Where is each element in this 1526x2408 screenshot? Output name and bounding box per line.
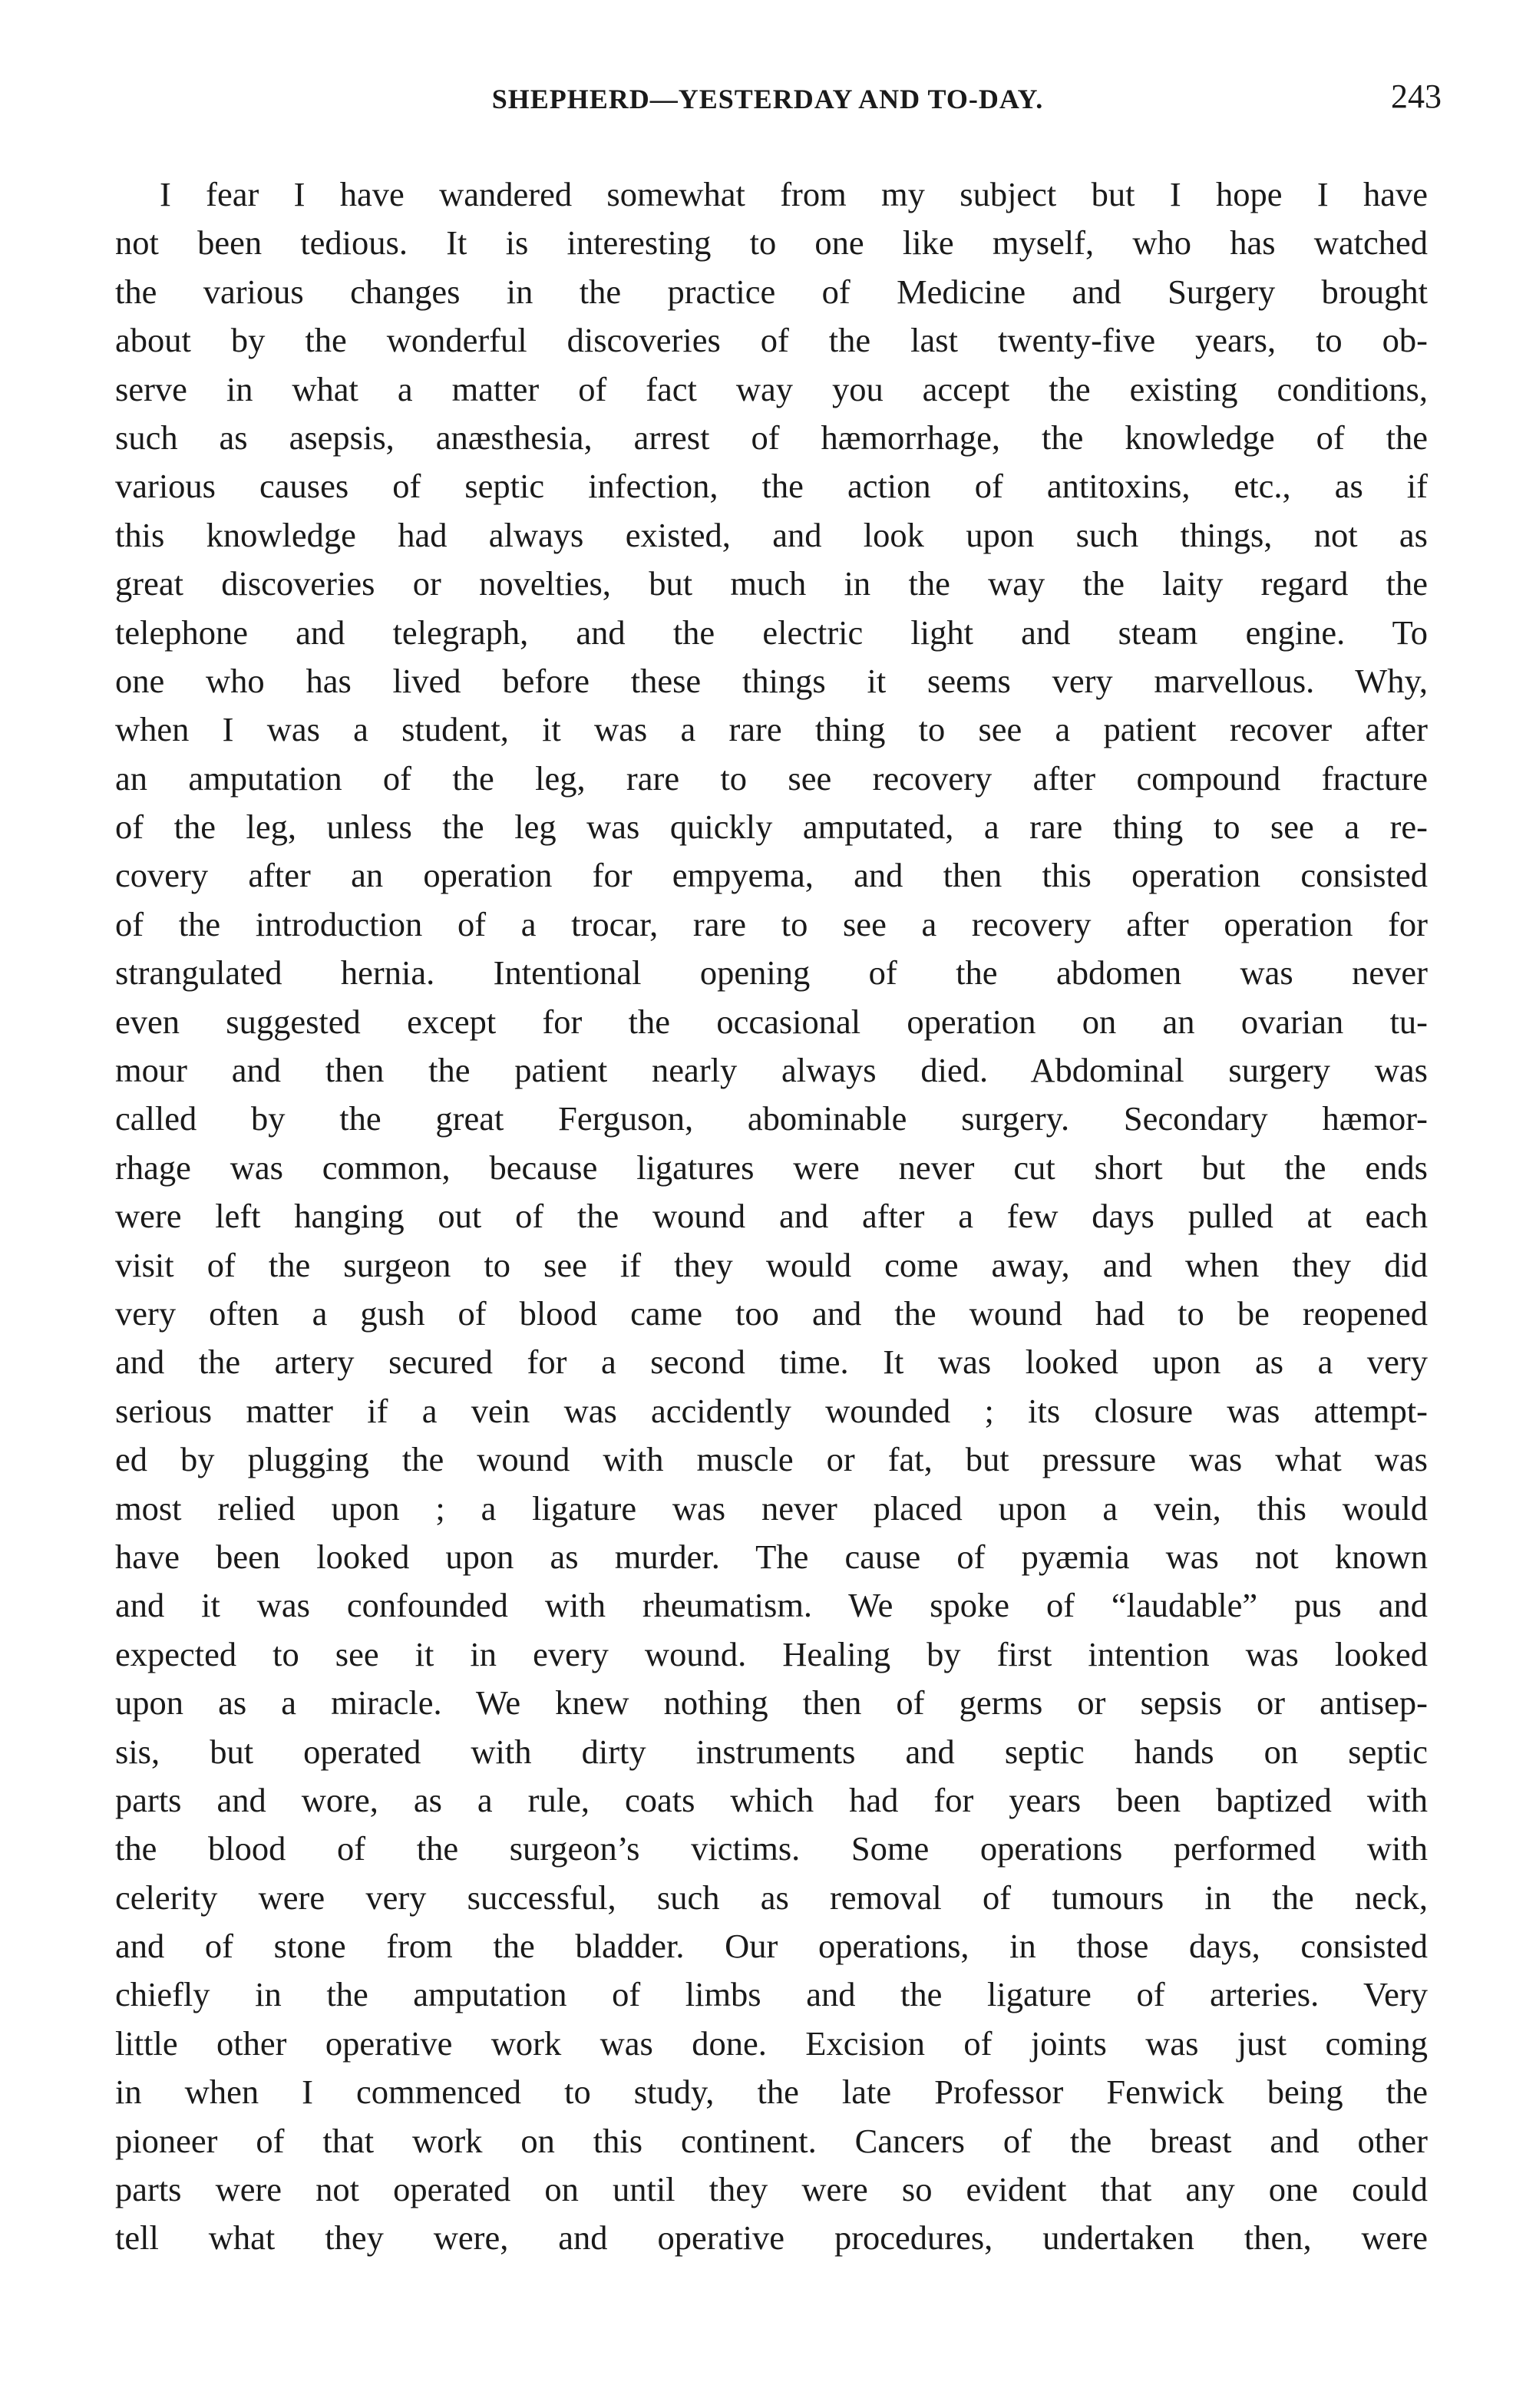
running-head: SHEPHERD—YESTERDAY AND TO-DAY.	[491, 84, 1044, 114]
text-line: very often a gush of blood came too and the wound had to be reopened	[115, 1293, 1428, 1333]
text-line: the blood of the surgeon’s victims. Some operations performed with	[115, 1829, 1428, 1868]
text-line: the various changes in the practice of Medicine and Surgery brought	[115, 272, 1428, 311]
text-line: and it was confounded with rheumatism. We spoke of “laudable” pus and	[115, 1586, 1428, 1625]
text-line: various causes of septic infection, the action of antitoxins, etc., as if	[115, 467, 1428, 506]
text-line: parts were not operated on until they were so evident that any one could	[115, 2170, 1428, 2209]
text-line: of the introduction of a trocar, rare to see a recovery after operation for	[115, 904, 1428, 943]
text-line: strangulated hernia. Intentional opening of the abdomen was never	[115, 953, 1428, 993]
text-line: in when I commenced to study, the late Professor Fenwick being the	[115, 2073, 1428, 2112]
text-line: chiefly in the amputation of limbs and the ligature of arteries. Very	[115, 1975, 1428, 2014]
text-line: one who has lived before these things it seems very marvellous. Why,	[115, 661, 1428, 700]
text-line: serve in what a matter of fact way you accept the existing conditions,	[115, 369, 1428, 408]
text-line: mour and then the patient nearly always died. Abdominal surgery was	[115, 1051, 1428, 1090]
page-number: 243	[1391, 78, 1442, 115]
text-line: this knowledge had always existed, and look upon such things, not as	[115, 515, 1428, 554]
text-line: tell what they were, and operative procedures, undertaken then, were	[115, 2218, 1428, 2258]
text-line: rhage was common, because ligatures were never cut short but the ends	[115, 1148, 1428, 1187]
text-line: such as asepsis, anæsthesia, arrest of hæmorrhage, the knowledge of the	[115, 418, 1428, 457]
text-line: an amputation of the leg, rare to see recovery after compound fracture	[115, 758, 1428, 798]
text-line: ed by plugging the wound with muscle or fat, but pressure was what was	[115, 1440, 1428, 1479]
text-line: were left hanging out of the wound and after a few days pulled at each	[115, 1197, 1428, 1236]
text-line: most relied upon ; a ligature was never placed upon a vein, this would	[115, 1488, 1428, 1528]
text-line: not been tedious. It is interesting to one like myself, who has watched	[115, 223, 1428, 263]
text-line: visit of the surgeon to see if they would come away, and when they did	[115, 1245, 1428, 1284]
text-line: telephone and telegraph, and the electric light and steam engine. To	[115, 613, 1428, 652]
text-line: have been looked upon as murder. The cause of pyæmia was not known	[115, 1537, 1428, 1576]
text-line: and the artery secured for a second time. It was looked upon as a very	[115, 1343, 1428, 1382]
text-line: celerity were very successful, such as removal of tumours in the neck,	[115, 1878, 1428, 1917]
text-line: when I was a student, it was a rare thing to see a patient recover after	[115, 710, 1428, 749]
text-line: of the leg, unless the leg was quickly amputated, a rare thing to see a re-	[115, 808, 1428, 847]
text-line: sis, but operated with dirty instruments and septic hands on septic	[115, 1732, 1428, 1771]
text-line: expected to see it in every wound. Healing by first intention was looked	[115, 1634, 1428, 1673]
body-text	[115, 170, 1428, 2263]
text-line: I fear I have wandered somewhat from my subject but I hope I have	[160, 175, 1428, 213]
text-line: covery after an operation for empyema, and then this operation consisted	[115, 856, 1428, 895]
text-line: and of stone from the bladder. Our operations, in those days, consisted	[115, 1927, 1428, 1966]
text-line: little other operative work was done. Excision of joints was just coming	[115, 2023, 1428, 2063]
text-line: parts and wore, as a rule, coats which had for years been baptized with	[115, 1780, 1428, 1819]
text-line: pioneer of that work on this continent. Cancers of the breast and other	[115, 2121, 1428, 2160]
text-line: upon as a miracle. We knew nothing then of germs or sepsis or antisep-	[115, 1683, 1428, 1723]
text-line: about by the wonderful discoveries of the last twenty-five years, to ob-	[115, 321, 1428, 360]
text-line: great discoveries or novelties, but much in the way the laity regard the	[115, 564, 1428, 603]
text-line: even suggested except for the occasional operation on an ovarian tu-	[115, 1002, 1428, 1041]
text-line: serious matter if a vein was accidently wounded ; its closure was attempt-	[115, 1391, 1428, 1430]
text-line: called by the great Ferguson, abominable surgery. Secondary hæmor-	[115, 1099, 1428, 1138]
